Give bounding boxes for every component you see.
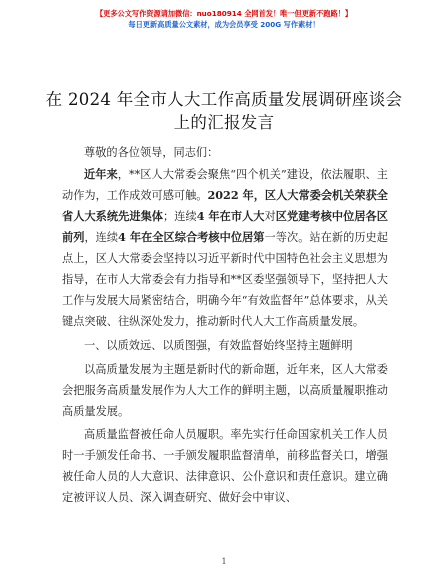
para1-text-b: ，**区人大常委会聚焦“四个机关”建设，依法履职、主动作为，工作成效可感可触。 [62,168,388,202]
para1-text-e: 4 年在市人大 [196,209,265,223]
section-heading-1: 一、以质效远、以质图强，有效监督始终坚持主题鲜明 [84,339,353,352]
promo-banner [0,8,448,30]
para1-text-i: 4 年在全区综合考核中位居第 [118,230,265,244]
paragraph-2: 以高质量发展为主题是新时代的新命题，近年来，区人大常委会把服务高质量发展作为人大工作的鲜明主题，以高质量履职推动高质量发展。 [62,363,388,418]
salutation: 尊敬的各位领导，同志们： [84,146,219,159]
title-line-1: 在 2024 年全市人大工作高质量发展调研座谈会 [45,90,403,109]
document-title [0,88,448,134]
para1-text-f: 对 [264,210,276,223]
para1-text-g: 区党建考核中位居各区前列 [62,209,388,244]
paragraph-3: 高质量监督被任命人员履职。率先实行任命国家机关工作人员时一手颁发任命书、一手颁发履职监督清单，前移监督关口，增强被任命人员的人大意识、法律意识、公仆意识和责任意识。建立确定被评议人员、深入调查研究、做好会中审议、 [62,428,388,504]
para1-text-h: ，连续 [84,231,119,244]
page-number: 1 [221,557,227,566]
document-body [62,142,388,510]
para1-lead: 近年来 [84,167,118,181]
promo-line-2: 每日更新高质量公文素材，成为会员享受 200G 写作素材！ [128,20,320,29]
para1-award: 2022 年，区人大常委会机关荣获全省人大系统先进集体 [62,188,388,223]
promo-line-1: 【更多公文写作资源请加微信：nuo180914 全网首发！唯一但更新不跑路！】 [95,9,353,18]
para1-text-j: 一等次。站在新的历史起点上，区人大常委会坚持以习近平新时代中国特色社会主义思想为指导，在市人大常委会有力指导和**区委坚强领导下，坚持把人大工作与发展大局紧密结合，明确今年“有效监督年”总体要求，从关键点突破、往纵深处发力，推动新时代人大工作高质量发展。 [62,231,388,328]
title-line-2: 上的汇报发言 [173,113,275,132]
para1-text-d: ；连续 [163,210,197,223]
paragraph-1 [62,164,388,332]
